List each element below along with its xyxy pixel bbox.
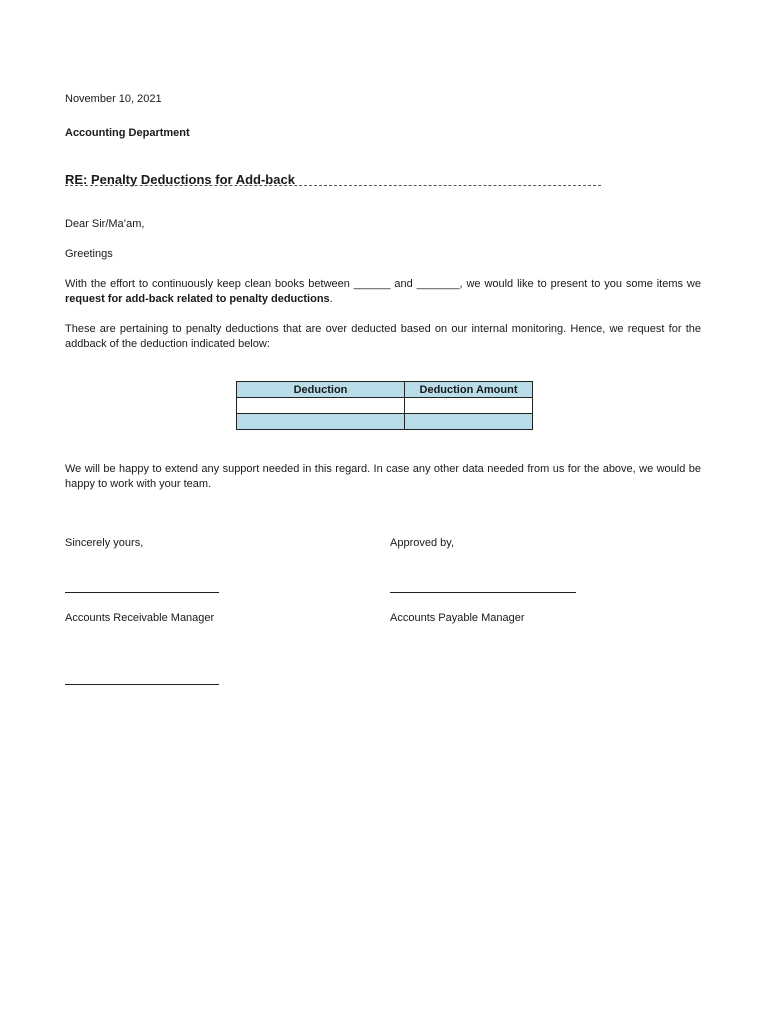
paragraph-intro-end: . <box>329 293 333 305</box>
signature-line-right <box>390 592 576 593</box>
salutation: Dear Sir/Ma’am, <box>65 218 145 230</box>
closing-sincerely: Sincerely yours, <box>65 537 144 549</box>
paragraph-intro-text: With the effort to continuously keep clean books between ______ and _______, we would like to present to you some items we <box>65 278 701 290</box>
recipient: Accounting Department <box>65 127 190 139</box>
table-row <box>237 398 533 414</box>
signature-line-extra <box>65 684 219 685</box>
greeting: Greetings <box>65 248 113 260</box>
deduction-table <box>236 381 533 430</box>
signature-line-left <box>65 592 219 593</box>
paragraph-closing: We will be happy to extend any support needed in this regard. In case any other data needed from us for the above, we would be happy to work with your team. <box>65 463 701 490</box>
table-cell <box>405 398 533 414</box>
subject-line: RE: Penalty Deductions for Add-back <box>65 172 295 187</box>
closing-approved: Approved by, <box>390 537 455 549</box>
table-header-deduction: Deduction <box>237 382 405 398</box>
paragraph-request: These are pertaining to penalty deductions that are over deducted based on our internal monitoring. Hence, we request for the addback of the deduction indicated below: <box>65 323 701 350</box>
table-header-amount: Deduction Amount <box>405 382 533 398</box>
paragraph-intro <box>65 277 701 307</box>
table-cell <box>405 414 533 430</box>
table-row <box>237 414 533 430</box>
signer-title-left: Accounts Receivable Manager <box>65 612 215 624</box>
paragraph-intro-bold: request for add-back related to penalty deductions <box>65 293 330 305</box>
table-cell <box>237 398 405 414</box>
subject-divider <box>65 185 601 186</box>
letter-date: November 10, 2021 <box>65 93 162 105</box>
table-cell <box>237 414 405 430</box>
signer-title-right: Accounts Payable Manager <box>390 612 525 624</box>
table-header-row <box>237 382 533 398</box>
